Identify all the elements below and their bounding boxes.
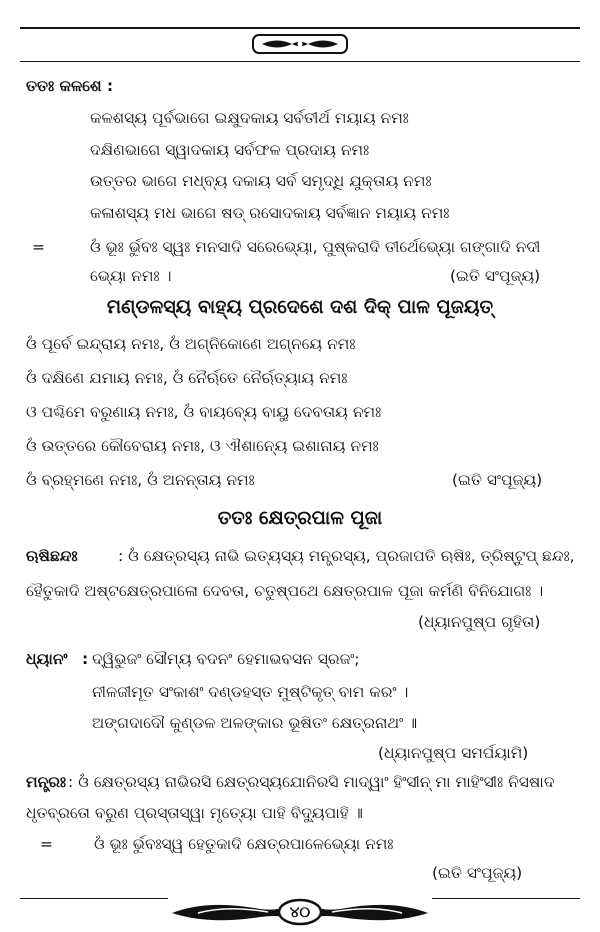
rishi-label: ଋଷିଛନ୍ଦଃ [26, 547, 78, 565]
equals-mark: = [40, 835, 53, 853]
mantra-line: : ଓଁ କ୍ଷେତ୍ରସ୍ୟ ନାଭିରସି କ୍ଷେତ୍ରସ୍ୟଯୋନିରସି ମାଦ୍ୱାଂ ହିଂସୀନ୍ ମା ମାହିଂସୀଃ ନିସଷାଦ [68, 773, 555, 791]
section2-title: ମଣ୍ଡଳସ୍ୟ ବାହ୍ୟ ପ୍ରଦେଶେ ଦଶ ଦିକ୍ ପାଳ ପୂଜୟତ୍ [106, 296, 494, 318]
header-ornament-icon [252, 34, 348, 54]
section2-line: ଓଁ ଦକ୍ଷିଣେ ଯମାୟ ନମଃ, ଓଁ ନୈର୍ଋତେ ନୈର୍ଋତ୍ୟାୟ ନମଃ [26, 369, 348, 387]
section2-line: ଓଁ ବ୍ରହ୍ମଣେ ନମଃ, ଓଁ ଅନନ୍ତାୟ ନମଃ [26, 471, 255, 489]
dhyan-line: ଅଙ୍ଗଦାଦୌ କୁଣ୍ଡଳ ଅଳଙ୍କାର ଭୂଷିତଂ କ୍ଷେତ୍ରନାଥଂ ॥ [92, 714, 418, 732]
section1-line: ଦକ୍ଷିଣଭାଗେ ସ୍ୱାଦକାୟ ସର୍ବଫଳ ପ୍ରଦାୟ ନମଃ [90, 141, 370, 159]
dhyan-line: ନୀଳଜୀମୂତ ସଂକାଶଂ ଦଣ୍ଡହସ୍ତ ମୁଷ୍ଟିକୃତ୍ ବାମ କରଂ । [92, 683, 409, 701]
section1-closing: (ଇତି ସଂପୂଜ୍ୟ) [450, 267, 541, 285]
dhyan-closing: (ଧ୍ୟାନପୁଷ୍ପ ସମର୍ପୟାମି) [378, 744, 529, 762]
section2-line: ଓ ପଶ୍ଚିମେ ବରୁଣାୟ ନମଃ, ଓଁ ବାୟବ୍ୟେ ବାୟୁ ଦେବତାୟ ନମଃ [26, 403, 382, 421]
section1-line: କଳଶସ୍ୟ ପୂର୍ବଭାଗେ ଇକ୍ଷୁଦକାୟ ସର୍ବତୀର୍ଥ ମୟାୟ ନମଃ [90, 109, 409, 127]
rishi-line: : ଓଁ କ୍ଷେତ୍ରସ୍ୟ ନାଭି ଇତ୍ୟସ୍ୟ ମନ୍ତ୍ରସ୍ୟ, ପ୍ରଜାପତି ଋଷିଃ, ତ୍ରିଷ୍ଟୁପ୍ ଛନ୍ଦଃ, [118, 547, 575, 565]
section1-line: କଳାଶସ୍ୟ ମଧ ଭାଗେ ଷଡ୍ ରସୋଦକାୟ ସର୍ବଜ୍ଞାନ ମୟାୟ ନମଃ [90, 204, 450, 222]
section2-line: ଓଁ ଉତ୍ତରେ କୌବେରାୟ ନମଃ, ଓ ଐଶାନ୍ୟେ ଇଶାନାୟ ନମଃ [26, 437, 379, 455]
section3-title: ତତଃ କ୍ଷେତ୍ରପାଳ ପୂଜା [217, 507, 383, 529]
dhyan-line: ଦ୍ୱିଭୁଜଂ ସୌମ୍ୟ ବଦନଂ ହେମାଭବସନ ସ୍ରଜଂ; [92, 650, 360, 668]
section2-line: ଓଁ ପୂର୍ବେ ଇନ୍ଦ୍ରାୟ ନମଃ, ଓଁ ଅଗ୍ନିକୋଣେ ଅଗ୍ନୟେ ନମଃ [26, 335, 356, 353]
section1-heading: ତତଃ କଳଶେ : [26, 77, 114, 95]
equals-mark: = [32, 238, 45, 256]
page-number: ୪୦ [289, 903, 311, 921]
dhyan-colon: : [82, 650, 89, 668]
section1-mantra-line: ଭ୍ୟୋ ନମଃ । [90, 267, 172, 285]
section2-closing: (ଇତି ସଂପୂଜ୍ୟ) [452, 471, 543, 489]
rishi-line: ହୈତୁକାଦି ଅଷ୍ଟକ୍ଷେତ୍ରପାଳୋ ଦେବତା, ଚତୁଷ୍ପଥେ କ୍ଷେତ୍ରପାଳ ପୂଜା କର୍ମଣି ବିନିଯୋଗଃ । [26, 582, 544, 600]
mantra-line: ଧୃତବ୍ରତୋ ବରୁଣ ପ୍ରସ୍ତାସ୍ୱା ମୃତ୍ୟୋ ପାହି ବିଦ୍ୟୁପାହି ॥ [26, 804, 363, 822]
header-top-rule [20, 27, 580, 29]
section1-line: ଉତ୍ତର ଭାଗେ ମଧ୍ବ୍ୟ ଦକାୟ ସର୍ବ ସମୃଦ୍ଧି ଯୁକ୍ତାୟ ନମଃ [90, 172, 432, 190]
final-mantra: ଓଁ ଭୂଃ ର୍ଭୁବଃସ୍ୱ ହେତୁକାଦି କ୍ଷେତ୍ରପାଳେଭ୍ୟୋ ନମଃ [94, 835, 394, 853]
dhyan-label: ଧ୍ୟାନଂ [26, 650, 68, 668]
mantra-label: ମନ୍ତ୍ରଃ [26, 773, 67, 791]
header-bottom-rule [20, 61, 580, 62]
section1-mantra-line: ଓଁ ଭୂଃ ର୍ଭୁବଃ ସ୍ୱଃ ମନସାଦି ସରେଭ୍ୟୋ, ପୁଷ୍କରାଦି ତୀର୍ଥେଭ୍ୟୋ ଗଙ୍ଗାଦି ନଦୀ [90, 238, 541, 256]
rishi-closing: (ଧ୍ୟାନପୁଷ୍ପ ଗୃହିତା) [418, 613, 541, 631]
section3-closing: (ଇତି ସଂପୂଜ୍ୟ) [432, 864, 523, 882]
